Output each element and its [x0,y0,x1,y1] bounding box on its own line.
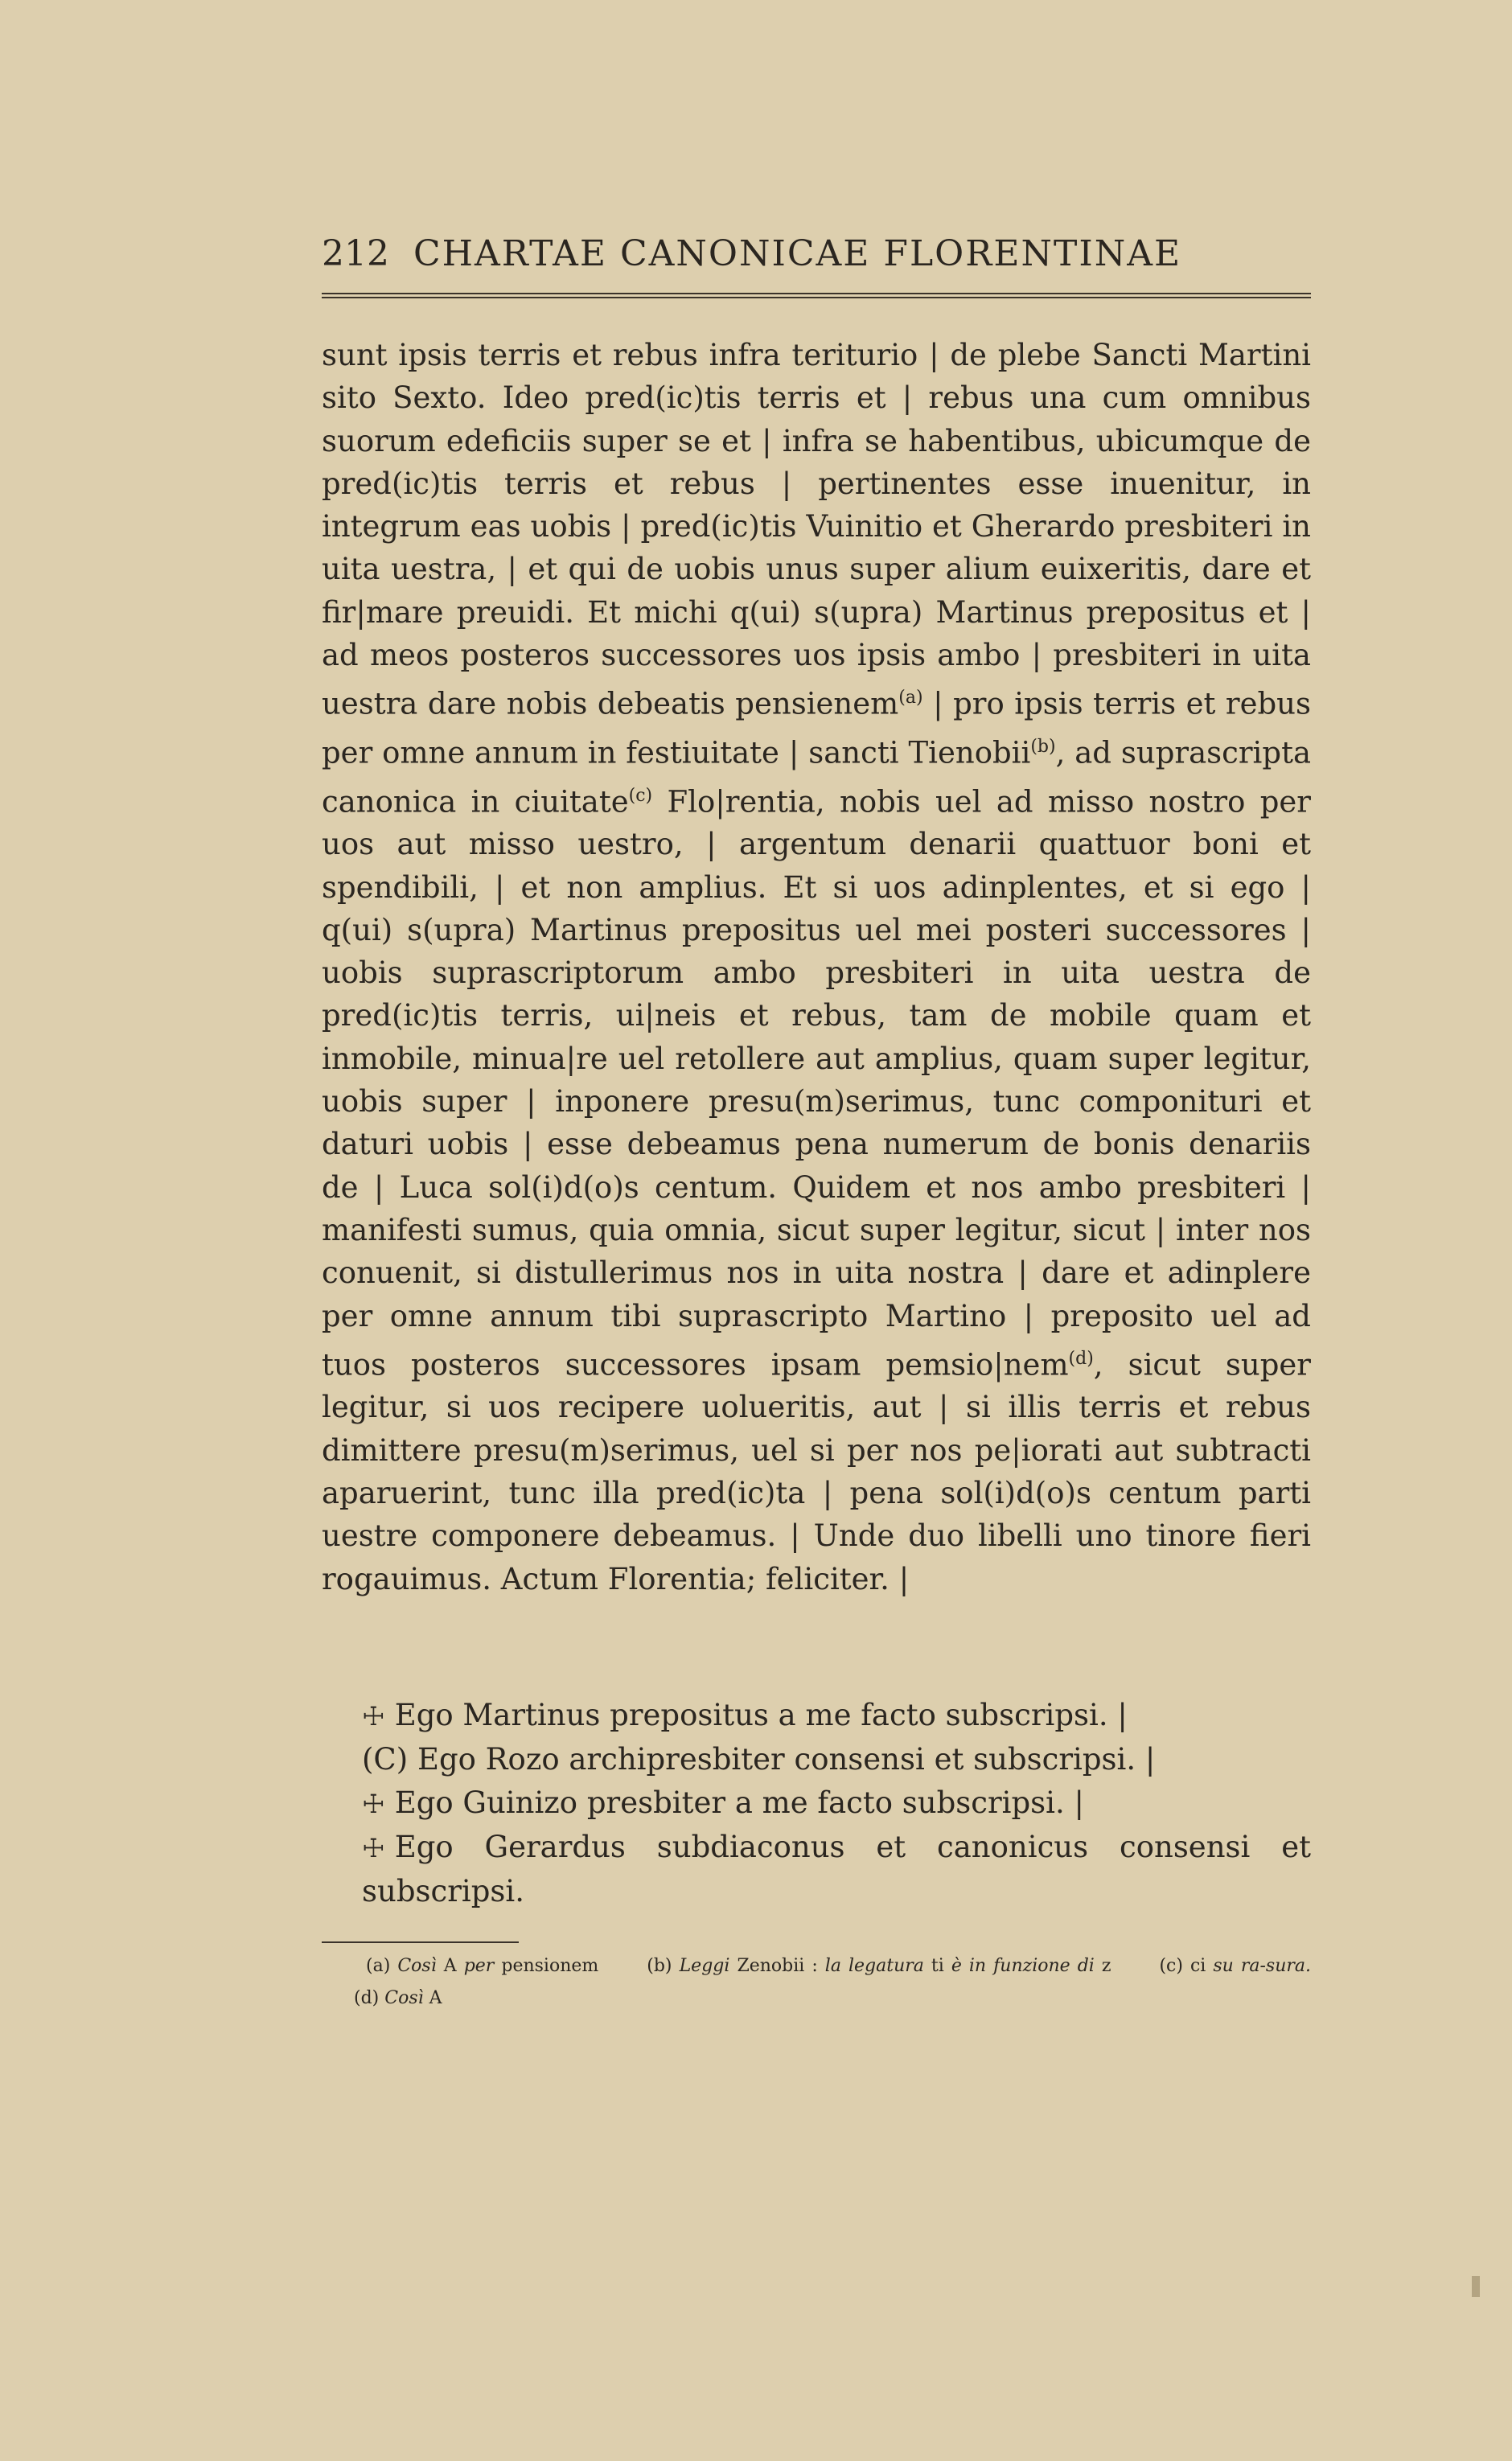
header-rule-bottom [322,297,1311,298]
footnote-text: z [1094,1956,1111,1976]
footnote-label: (b) [647,1956,672,1976]
text-part-5: , sicut super legitur, si uos recipere uolueritis, aut | si illis terris et rebus dimittere presu(m)serimus, uel si per nos pe|iorati aut subtracti aparuerint, tunc illa pred(ic)ta | pena sol(i)d(o)s centum parti uestre componere debeamus. | Unde duo libelli uno tinore fieri rogauimus. Actum Florentia; feliciter. | [322,1347,1311,1596]
text-part-2: | pro ipsis terris et rebus per omne annum in festiuitate | sancti Tienobii [322,686,1311,770]
footnote-ref-b[interactable]: (b) [1030,737,1056,757]
text-part-3: , ad suprascripta canonica in ciuitate [322,735,1312,819]
footnote-label: (a) [366,1956,391,1976]
subscription-line [322,1738,1311,1781]
cross-icon: ☩ [362,1788,385,1819]
page-header [322,233,1311,274]
footnote-text: A [436,1956,464,1976]
text-part-4: Flo|rentia, nobis uel ad misso nostro per uos aut misso uestro, | argentum denarii quattuor boni et spendibili, | et non amplius. Et si uos adinplentes, et si ego | q(ui) s(upra) Martinus prepositus uel mei posteri successores | uobis suprascriptorum ambo presbiteri in uita uestra de pred(ic)tis terris, ui|neis et rebus, tam de mobile quam et inmobile, minua|re uel retollere aut amplius, quam super legitur, uobis super | inponere presu(m)serimus, tunc componituri et daturi uobis | esse debeamus pena numerum de bonis denariis de | Luca sol(i)d(o)s centum. Quidem et nos ambo presbiteri | manifesti sumus, quia omnia, sicut super legitur, sicut | inter nos conuenit, si distullerimus nos in uita nostra | dare et adinplere per omne annum tibi suprascripto Martino | preposito uel ad tuos posteros successores ipsam pemsio|nem [322,783,1311,1383]
footnote-text: A [423,1988,442,2008]
footnote-text: ci [1182,1956,1214,1976]
footnote-text: Zenobii : [729,1956,825,1976]
subscription-text: Ego Rozo archipresbiter consensi et subscripsi. | [417,1742,1156,1777]
text-part-1: sunt ipsis terris et rebus infra teriturio | de plebe Sancti Martini sito Sexto. Ideo pred(ic)tis terris et | rebus una cum omnibus suorum edeficiis super se et | infra se habentibus, ubicumque de pred(ic)tis terris et rebus | pertinentes esse inuenitur, in integrum eas uobis | pred(ic)tis Vuinitio et Gherardo presbiteri in uita uestra, | et qui de uobis unus super alium euixeritis, dare et fir|mare preuidi. Et michi q(ui) s(upra) Martinus prepositus et | ad meos posteros successores uos ipsis ambo | presbiteri in uita uestra dare nobis debeatis pensienem [322,338,1311,721]
charter-paragraph [322,334,1311,1600]
footnote-label: (c) [1159,1956,1183,1976]
cross-icon: ☩ [362,1701,385,1732]
chrismon-mark: (C) [362,1742,409,1777]
footnote-c [1159,1956,1311,1976]
subscriptions [322,1694,1311,1913]
running-title: CHARTAE CANONICAE FLORENTINAE [413,233,1182,274]
footnote-b [647,1956,1111,1976]
footnote-italic: è in funzione di [951,1956,1095,1976]
subscription-line [322,1694,1311,1738]
footnote-italic: su ra-sura. [1213,1956,1312,1976]
subscription-text: Ego Gerardus subdiaconus et canonicus consensi et subscripsi. [362,1829,1311,1909]
footnote-text: pensionem [494,1956,599,1976]
cross-icon: ☩ [362,1832,385,1863]
footnote-rule [322,1941,519,1943]
subscription-line [322,1781,1311,1826]
footnote-ref-a[interactable]: (a) [898,688,923,709]
footnote-label: (d) [354,1988,380,2008]
subscription-text: Ego Guinizo presbiter a me facto subscripsi. | [394,1785,1084,1820]
footnote-a [366,1956,598,1976]
subscription-text: Ego Martinus prepositus a me facto subscripsi. | [394,1698,1128,1732]
footnote-text: ti [923,1956,951,1976]
footnote-italic: la legatura [824,1956,924,1976]
footnote-d [354,1988,442,2008]
subscription-line [322,1826,1311,1913]
footnote-italic: Leggi [679,1956,730,1976]
footnote-ref-c[interactable]: (c) [628,785,653,806]
footnotes [322,1950,1311,2015]
footnote-ref-d[interactable]: (d) [1068,1348,1094,1369]
page-number: 212 [322,233,389,274]
charter-text [322,334,1311,1600]
footnote-italic: Così [397,1956,437,1976]
footnote-italic: per [463,1956,495,1976]
footnote-italic: Così [384,1988,424,2008]
paper-stain [1472,2276,1480,2297]
header-rule-top [322,293,1311,294]
